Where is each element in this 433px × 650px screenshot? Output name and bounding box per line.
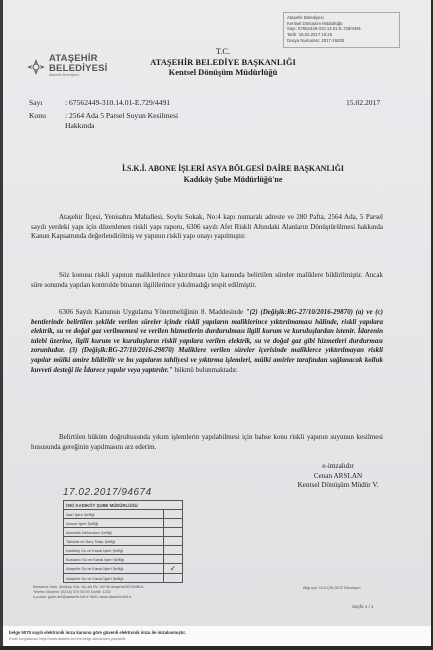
addressee-line-2: Kadıköy Şube Müdürlüğü'ne	[183, 175, 283, 184]
sayi-label: Sayı	[29, 98, 43, 107]
stamp-line: Kentsel Dönüşüm Müdürlüğü	[287, 20, 343, 26]
routing-table-title: İSKİ KADIKÖY ŞUBE MÜDÜRLÜĞÜ	[64, 501, 183, 510]
e-signature-notice-line-2: Evrak sorgulaması https://www.atasehir.bel.tr/e-belge adresinden yapılabilir.	[9, 637, 127, 641]
document-page	[3, 0, 431, 646]
body-paragraph-3-intro: 6306 Sayılı Kanunun Uygulama Yönetmeliğinin 8. Maddesinde	[59, 308, 246, 316]
document-date: 15.02.2017	[346, 98, 381, 107]
routing-table	[63, 500, 183, 583]
routing-row-label: Abone İşleri Şefliği	[64, 519, 164, 528]
routing-row	[64, 546, 183, 555]
routing-row-checked	[64, 564, 183, 574]
scan-edge-bottom	[0, 646, 433, 650]
municipality-logo-icon	[25, 58, 47, 76]
konu-label: Konu	[29, 111, 46, 120]
stamp-line: Dosya Numarası: 2017-16833	[287, 37, 345, 43]
iski-registry-stamp	[63, 487, 195, 583]
regulation-quote: "(2) (Değişik:RG-27/10/2016-29870) (a) ve (c) bentlerinde belirtilen şekilde verilen süreler içinde riskli yapıların maliklerince yıktırılmaması hâlinde, riskli yapılara elektrik, su ve doğal gaz verilmemesi ve verilen hizmetlerin durdurulması ilgili kurum ve kuruluşlardan istenir. İdarenin talebi üzerine, ilgili kurum ve kuruluşların riskli yapılara verilen elektrik, su ve doğal gaz gibi hizmetleri durdurması zorunludur. (3) (Değişik:RG-27/10/2016-29870) Maliklere verilen süreler içerisinde maliklerce yıktırılmayan riskli yapılar mülki amire bildirilir ve bu yapıların tahliyesi ve yıktırma işlemleri, mülki amirler tarafından sağlanacak kolluk kuvveti desteği ile İdarece yapılır veya yaptırılır."	[31, 308, 383, 374]
addressee-line-1: İ.S.K.İ. ABONE İŞLERİ ASYA BÖLGESİ DAİRE BAŞKANLIĞI	[121, 164, 345, 173]
stamp-line: Sayı: 67562449-310.14.01-E.729/4491	[287, 26, 362, 32]
body-paragraph-4	[31, 433, 383, 452]
routing-row-label: Kadıköy Su ve Kanal İşleri Şefliği	[64, 546, 164, 555]
konu-value-continued: Hakkında	[65, 121, 95, 130]
check-mark-icon: ✓	[164, 564, 183, 574]
stamp-line: Ataşehir Belediyesi	[287, 15, 324, 20]
document-number	[29, 98, 170, 108]
municipality-logo-text	[49, 54, 108, 78]
footer-address: Barbaros Mah. Şebboy Sok. No:4A Pk: 34746 Ataşehir/İSTANBUL	[33, 585, 145, 589]
routing-row	[64, 519, 183, 528]
body-paragraph-3	[31, 308, 383, 375]
electronic-registry-stamp	[283, 12, 400, 48]
routing-row	[64, 537, 183, 546]
letterhead-country: T.C.	[215, 46, 231, 56]
routing-row-label: Ataşehir Su ve Kanal İşleri Şefliği	[64, 564, 164, 574]
handwritten-registry-number: 17.02.2017/94674	[63, 487, 152, 498]
page-number: Sayfa 1 / 1	[352, 604, 374, 609]
body-paragraph-2	[31, 271, 383, 290]
body-paragraph-1	[31, 213, 383, 242]
letterhead	[123, 46, 323, 78]
signer-title: Kentsel Dönüşüm Müdür V.	[297, 481, 379, 490]
e-signature-notice-line-1: belge 5070 sayılı elektronik imza kanuna göre güvenli elektronik imza ile imzalanmıştır.	[9, 630, 186, 635]
body-paragraph-3-end: hükmü bulunmaktadır.	[172, 365, 238, 374]
routing-row-label: İdari İşleri Şefliği	[64, 510, 164, 519]
body-paragraph-2-text: Söz konusu riskli yapının maliklerince yıktırılması için kanunda belirtilen süreler maliklere bildirilmiştir. Ancak süre sonunda yapılan kontrolde binanın ilgililerince yıkılmadığı tespit edilmiştir.	[31, 271, 383, 289]
routing-row-label: Bostancı Su ve Kanal İşleri Şefliği	[64, 555, 164, 564]
letterhead-institution: ATAŞEHİR BELEDİYE BAŞKANLIĞI	[150, 56, 296, 67]
routing-row-label: Abonelik İstihmaları Şefliği	[64, 528, 164, 537]
konu-value: : 2564 Ada 5 Parsel Suyun Kesilmesi	[65, 111, 179, 120]
routing-row-label: Ataşehir Su ve Kanal İşleri Şefliği	[64, 574, 164, 583]
stamp-line: Tarih: 15.02.2017 10:23	[287, 32, 333, 38]
footer-address-block	[33, 585, 233, 601]
letterhead-department: Kentsel Dönüşüm Müdürlüğü	[168, 67, 278, 77]
logo-line-1: ATAŞEHİR	[49, 53, 98, 64]
routing-row-label: Tahsilat ve Borç Takip Şefliği	[64, 537, 164, 546]
logo-line-2: BELEDİYESİ	[49, 62, 108, 74]
footer-phone: Telefon Madeni: (0216) 570 50 00 Dahili: 1252	[33, 590, 111, 595]
e-signed-note: e-imzalıdır	[322, 462, 354, 470]
logo-line-3: Atasehir Belediyesi	[49, 73, 79, 77]
document-subject	[29, 111, 178, 131]
body-paragraph-4-text: Belirtilen hüküm doğrultusunda yıkım işlemlerin yapılabilmesi için bahse konu riskli yapının suyunun kesilmesi hususunda gereğinin yapılmasını arz ederim.	[31, 433, 383, 451]
e-signature-notice	[3, 626, 431, 646]
signature-block	[283, 462, 393, 491]
addressee	[63, 163, 403, 185]
signer-name: Cenan ARSLAN	[313, 471, 363, 480]
footer-info: Bilgi için: GÜLÇİN DEĞ Teknisyen	[303, 586, 361, 590]
routing-row	[64, 528, 183, 537]
sayi-value: : 67562449-310.14.01-E.729/4491	[65, 98, 171, 107]
body-paragraph-1-text: Ataşehir İlçesi, Yenisahra Mahallesi, Soylu Sokak, No:4 kapı numaralı adreste ve 280 Pafta, 2564 Ada, 5 Parsel sayılı yerdeki yapı için düzenlenen riskli yapı raporu, 6306 sayılı Afet Riskli Altındaki Alanların Dönüştürülmesi hakkında Kanun Kapsamında değerlendirilmiş ve yapının riskli yapı onayı yapılmıştır.	[31, 213, 383, 241]
routing-row	[64, 574, 183, 583]
routing-row	[64, 555, 183, 564]
routing-row	[64, 510, 183, 519]
footer-email: e-posta: guler.dol@atasehir.bel.tr Web: www.atasehir.bel.tr	[33, 595, 132, 600]
